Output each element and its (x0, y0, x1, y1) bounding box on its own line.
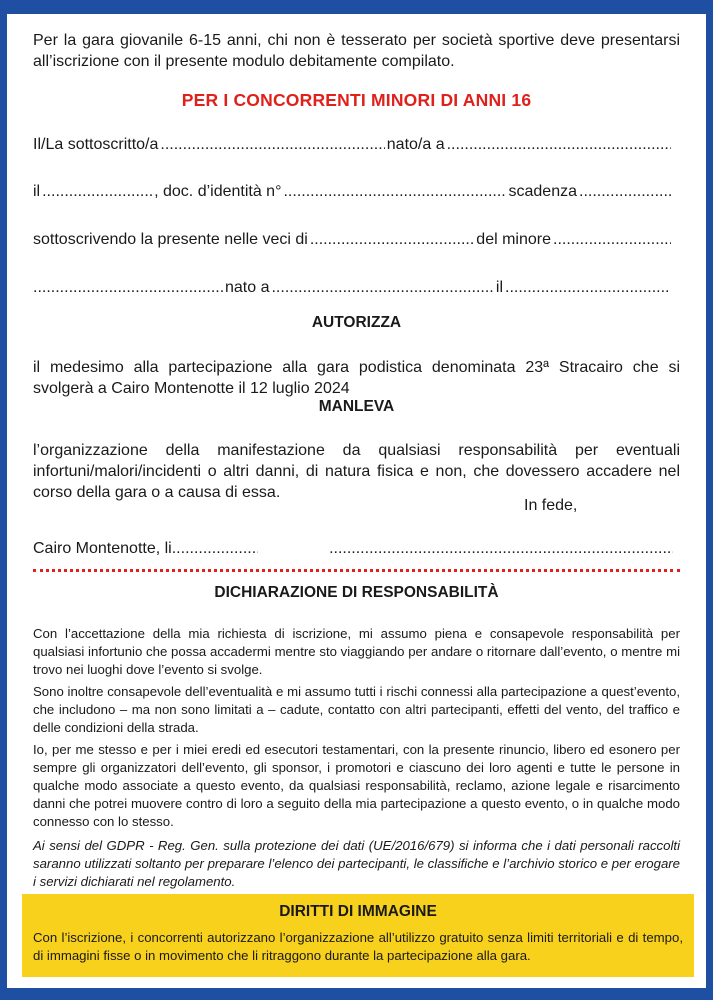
declaration-heading: DICHIARAZIONE DI RESPONSABILITÀ (214, 584, 499, 601)
in-fede-label: In fede, (524, 497, 578, 514)
authorize-text: il medesimo alla partecipazione alla gara podistica denominata 23ª Stracairo che si svolgerà a Cairo Montenotte il 12 luglio 2024 (33, 359, 680, 397)
label-minor-on-date: il (495, 279, 503, 296)
declaration-paragraph-1: Con l’accettazione della mia richiesta di iscrizione, mi assumo piena e consapevole responsabilità per qualsiasi infortunio che possa accadermi mentre sto viaggiando per andare o ritornare dall’evento, o mentre mi trovo nei luoghi dove l’evento si svolge. (33, 626, 680, 678)
image-rights-heading: DIRITTI DI IMMAGINE (279, 903, 437, 920)
field-signature[interactable] (329, 540, 673, 558)
form-line-4 (33, 279, 673, 297)
left-border (0, 14, 7, 988)
field-date[interactable] (172, 540, 258, 558)
declaration-paragraph-3: Io, per me stesso e per i miei eredi ed esecutori testamentari, con la presente rinuncio, libero ed esonero per sempre gli organizzatori dell’evento, gli sponsor, i promotori e ciascuno dei loro agenti e tutte le persone in qualche modo associate a questo evento, da qualsiasi responsabilità, reclamo, azione legale e risarcimento danni che potrei muovere contro di loro a seguito della mia partecipazione a questo evento, o in qualche modo connesso con lo stesso. (33, 742, 680, 830)
bottom-border (0, 988, 713, 1000)
label-on-behalf-of: sottoscrivendo la presente nelle veci di (33, 231, 308, 248)
authorize-heading: AUTORIZZA (311, 314, 402, 331)
field-minor-birthplace[interactable] (271, 279, 493, 297)
field-guardian-role[interactable] (310, 231, 474, 249)
form-line-2 (33, 183, 673, 201)
field-undersigned-name[interactable] (160, 136, 384, 154)
label-born-in: nato/a a (386, 136, 445, 153)
release-heading: MANLEVA (318, 398, 395, 415)
intro-text: Per la gara giovanile 6-15 anni, chi non è tesserato per società sportive deve presentarsi all’iscrizione con il presente modulo debitamente compilato. (33, 32, 680, 70)
form-line-3 (33, 231, 673, 249)
right-border (706, 14, 713, 988)
field-id-expiry[interactable] (579, 183, 671, 201)
label-undersigned: Il/La sottoscritto/a (33, 136, 159, 153)
field-birthplace[interactable] (447, 136, 671, 154)
place-date-label: Cairo Montenotte, li (33, 540, 172, 557)
image-rights-text: Con l’iscrizione, i concorrenti autorizzano l’organizzazione all’utilizzo gratuito senza limiti territoriali e di tempo, di immagini fisse o in movimento che li ritraggono durante la partecipazione alla gara. (33, 930, 683, 963)
field-minor-birth-date[interactable] (505, 279, 671, 297)
signature-line (33, 540, 673, 558)
top-border (0, 0, 713, 14)
label-of-minor: del minore (476, 231, 551, 248)
image-rights-box (22, 894, 694, 977)
red-dotted-separator (33, 569, 680, 572)
field-id-number[interactable] (283, 183, 506, 201)
label-expiry: scadenza (508, 183, 577, 200)
declaration-paragraph-2: Sono inoltre consapevole dell’eventualità e mi assumo tutti i rischi connessi alla partecipazione a quest’evento, che includono – ma non sono limitati a – cadute, contatto con altri partecipanti, effetti del vento, del traffico e delle condizioni della strada. (33, 684, 680, 736)
field-minor-name[interactable] (553, 231, 671, 249)
form-line-1 (33, 136, 673, 154)
gdpr-notice: Ai sensi del GDPR - Reg. Gen. sulla protezione dei dati (UE/2016/679) si informa che i dati personali raccolti saranno utilizzati soltanto per preparare l’elenco dei partecipanti, le classifiche e l’archivio storico e per erogare i servizi dichiarati nel regolamento. (33, 838, 680, 890)
minors-title: PER I CONCORRENTI MINORI DI ANNI 16 (181, 90, 532, 110)
label-id-document: , doc. d’identità n° (154, 183, 282, 200)
release-text: l’organizzazione della manifestazione da qualsiasi responsabilità per eventuali infortuni/malori/incidenti o altri danni, di natura fisica e non, che dovessero accadere nel corso della gara o a causa di essa. (33, 442, 680, 501)
label-on-date: il (33, 183, 41, 200)
field-minor-fullname[interactable] (33, 279, 223, 297)
field-birth-date[interactable] (42, 183, 152, 201)
label-minor-born-in: nato a (225, 279, 270, 296)
